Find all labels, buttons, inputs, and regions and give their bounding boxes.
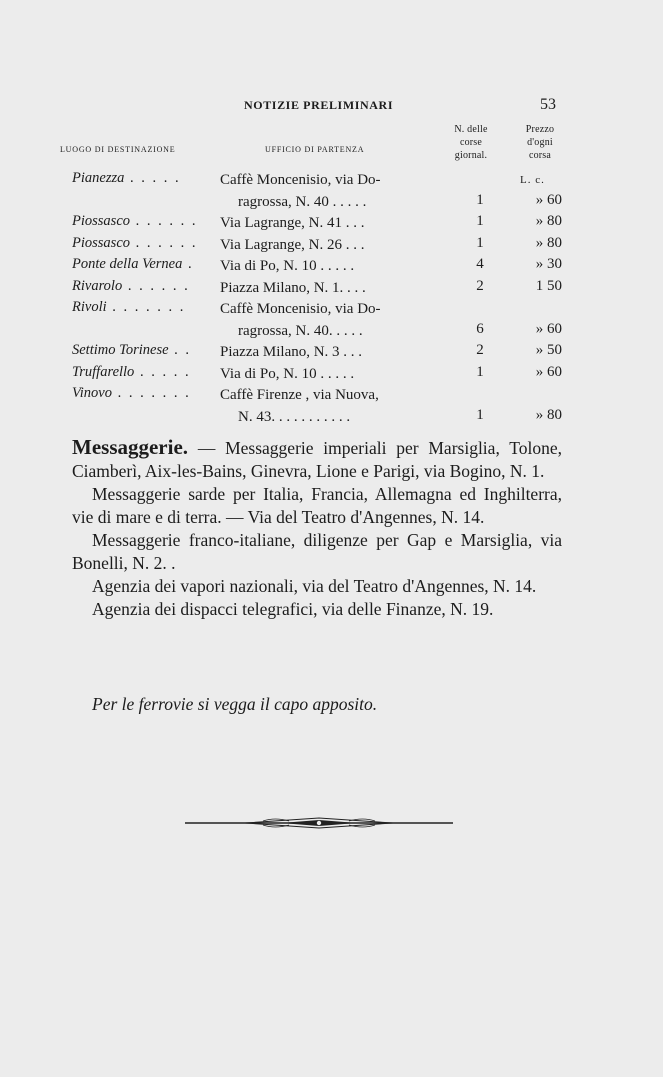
- price-cell: » 50: [535, 342, 562, 358]
- office-line-continued: ragrossa, N. 40 . . . . .: [238, 193, 367, 210]
- price-cell: » 60: [535, 320, 562, 337]
- office-line: Via Lagrange, N. 26 . . .: [220, 236, 365, 253]
- leader-dots: . . . . . .: [122, 277, 190, 294]
- table-row: [72, 278, 572, 300]
- office-line: Piazza Milano, N. 3 . . .: [220, 344, 363, 360]
- destination-cell: [72, 299, 217, 316]
- office-cell: [220, 342, 435, 364]
- messaggerie-paragraph: [72, 436, 562, 483]
- destination-cell: [72, 278, 217, 295]
- office-line: Via di Po, N. 10 . . . . .: [220, 258, 355, 274]
- destination-cell: [72, 385, 217, 402]
- destination-table: [72, 170, 572, 428]
- count-cell: 6: [476, 320, 484, 337]
- leader-dots: . .: [168, 342, 192, 358]
- price-cell: 1 50: [535, 277, 562, 294]
- office-cell: [220, 170, 435, 213]
- destination-name: Settimo Torinese: [72, 342, 169, 358]
- table-row: [72, 385, 572, 428]
- column-header-price: [512, 123, 568, 162]
- office-cell: [220, 385, 435, 428]
- leader-dots: . . . . . . .: [106, 299, 186, 315]
- count-cell: 1: [476, 406, 484, 423]
- messaggerie-paragraph: Messaggerie sarde per Italia, Francia, Allemagna ed Inghilterra, vie di mare e di terra. — Via del Teatro d'Angennes, N. 14.: [72, 484, 562, 527]
- destination-name: Piossasco: [72, 234, 130, 251]
- messaggerie-paragraph: Messaggerie franco-italiane, diligenze per Gap e Marsiglia, via Bonelli, N. 2. .: [72, 530, 562, 573]
- count-header-line: corse: [459, 137, 483, 148]
- count-cell: 1: [476, 363, 484, 380]
- leader-dots: . . . . . . .: [112, 385, 191, 401]
- running-title: NOTIZIE PRELIMINARI: [244, 98, 394, 112]
- office-line: Via di Po, N. 10 . . . . .: [220, 365, 355, 382]
- destination-name: Vinovo: [72, 385, 112, 401]
- messaggerie-section: [72, 436, 562, 621]
- column-header-destination: LUOGO DI DESTINAZIONE: [60, 145, 176, 154]
- leader-dots: . . . . .: [134, 363, 191, 380]
- destination-cell: [72, 364, 217, 381]
- office-line-continued: N. 43. . . . . . . . . . .: [238, 408, 351, 425]
- office-cell: [220, 364, 435, 386]
- destination-name: Rivoli: [72, 299, 107, 315]
- office-cell: [220, 235, 435, 257]
- count-cell: 1: [476, 191, 484, 208]
- price-header-line: corsa: [528, 150, 552, 161]
- office-line: Caffè Firenze , via Nuova,: [220, 387, 379, 403]
- count-cell: 1: [476, 213, 484, 229]
- table-row: [72, 235, 572, 257]
- destination-cell: [72, 256, 217, 273]
- office-cell: [220, 213, 435, 235]
- count-cell: 2: [476, 277, 484, 294]
- office-cell: [220, 256, 435, 278]
- table-row: [72, 170, 572, 213]
- table-row: [72, 299, 572, 342]
- price-cell: » 80: [535, 213, 562, 229]
- leader-dots: .: [182, 256, 194, 272]
- table-row: [72, 342, 572, 364]
- price-cell: » 30: [535, 256, 562, 272]
- count-cell: 4: [476, 256, 484, 272]
- price-cell: » 60: [535, 363, 562, 380]
- count-header-line: N. delle: [454, 124, 488, 135]
- paragraph-text: — Messaggerie imperiali per Marsiglia, Tolone, Ciamberì, Aix-les-Bains, Ginevra, Lione e Parigi, via Bogino, N. 1.: [72, 438, 562, 481]
- table-row: [72, 213, 572, 235]
- price-header-line: Prezzo: [525, 124, 555, 135]
- leader-dots: . . . . . .: [130, 213, 198, 229]
- destination-cell: [72, 170, 217, 187]
- count-header-line: giornal.: [454, 150, 488, 161]
- running-header: [0, 96, 663, 116]
- price-cell: » 60: [535, 191, 562, 208]
- leader-dots: . . . . .: [124, 170, 181, 186]
- section-lead: Messaggerie.: [72, 435, 189, 459]
- count-cell: 2: [476, 342, 484, 358]
- page-number: 53: [540, 96, 556, 113]
- leader-dots: . . . . . .: [130, 234, 198, 251]
- destination-cell: [72, 235, 217, 252]
- messaggerie-paragraph: Agenzia dei vapori nazionali, via del Teatro d'Angennes, N. 14.: [92, 576, 537, 596]
- ornamental-rule-icon: [185, 815, 453, 831]
- messaggerie-paragraph: Agenzia dei dispacci telegrafici, via delle Finanze, N. 19.: [92, 599, 494, 619]
- destination-name: Ponte della Vernea: [72, 256, 183, 272]
- column-header-count: [442, 123, 500, 162]
- destination-cell: [72, 342, 217, 359]
- currency-units: L. c.: [520, 174, 545, 186]
- railway-note: Per le ferrovie si vegga il capo apposito.: [92, 694, 378, 714]
- price-header-line: d'ogni: [527, 137, 553, 148]
- office-line: Piazza Milano, N. 1. . . .: [220, 279, 366, 296]
- destination-cell: [72, 213, 217, 230]
- count-cell: 1: [476, 234, 484, 251]
- destination-name: Rivarolo: [72, 277, 123, 294]
- office-cell: [220, 299, 435, 342]
- office-line: Via Lagrange, N. 41 . . .: [220, 215, 365, 231]
- office-cell: [220, 278, 435, 300]
- destination-name: Piossasco: [72, 213, 130, 229]
- column-header-office: UFFICIO DI PARTENZA: [265, 145, 365, 154]
- destination-name: Truffarello: [72, 363, 135, 380]
- office-line-continued: ragrossa, N. 40. . . . .: [238, 322, 363, 339]
- table-row: [72, 364, 572, 386]
- table-row: [72, 256, 572, 278]
- price-cell: » 80: [535, 234, 562, 251]
- price-cell: » 80: [535, 406, 562, 423]
- destination-name: Pianezza: [72, 170, 125, 186]
- office-line: Caffè Moncenisio, via Do-: [220, 301, 381, 317]
- office-line: Caffè Moncenisio, via Do-: [220, 172, 381, 188]
